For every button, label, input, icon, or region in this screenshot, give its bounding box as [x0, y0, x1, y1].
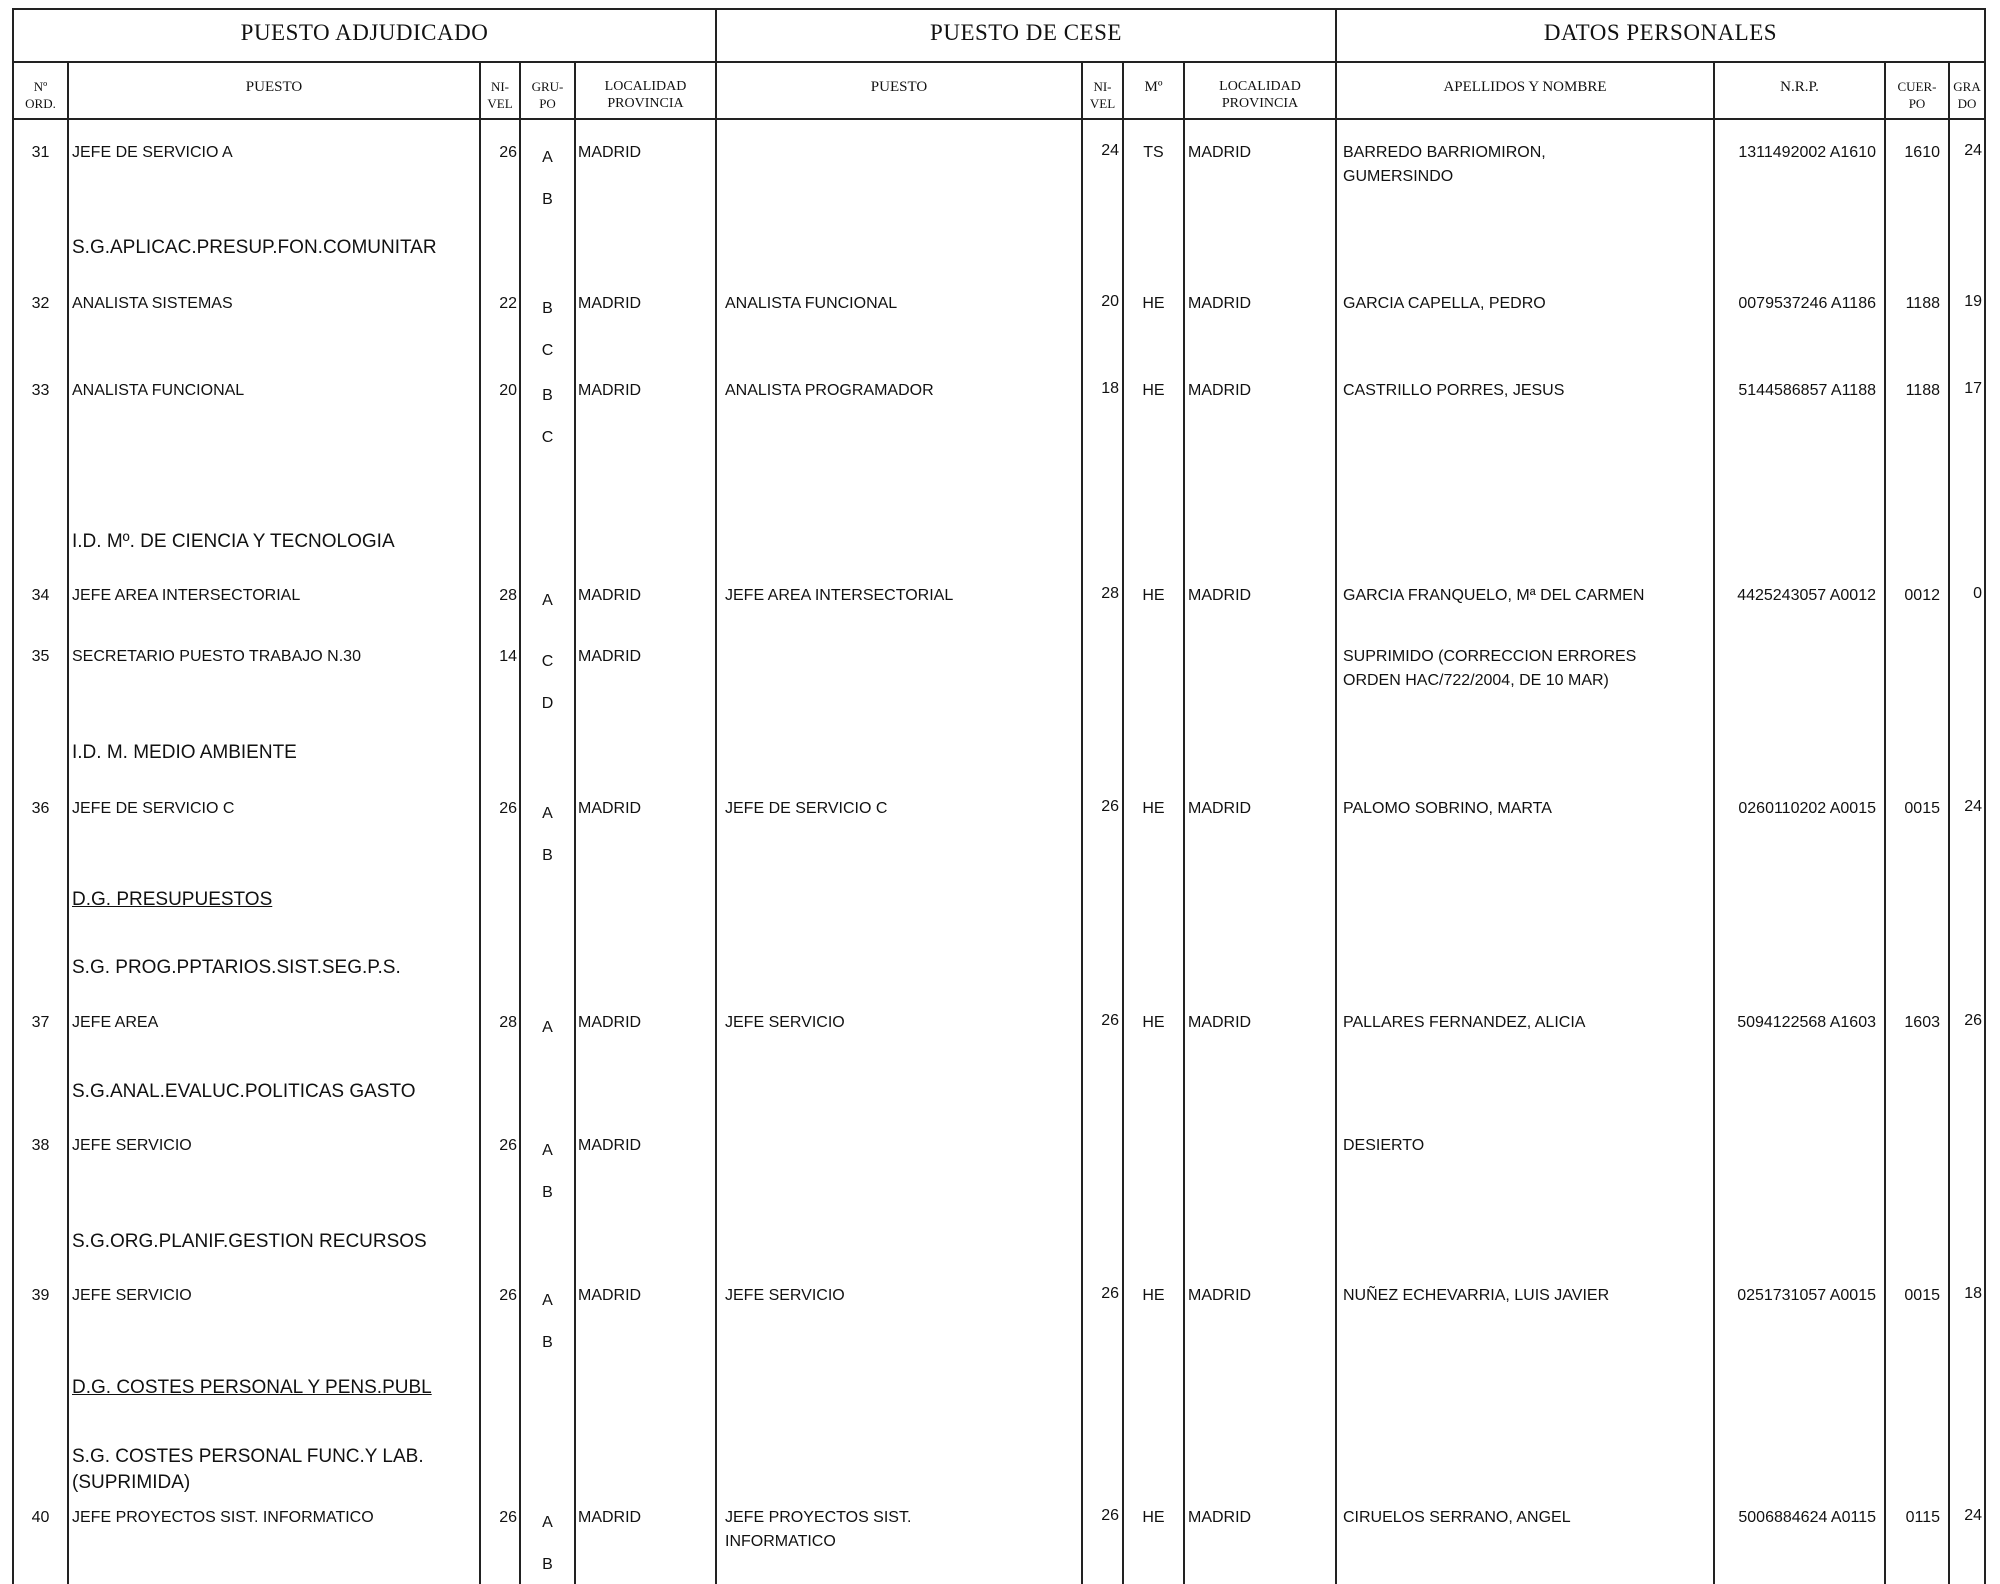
puesto-adjudicado: JEFE AREA INTERSECTORIAL: [72, 587, 301, 604]
apellidos-nombre: SUPRIMIDO (CORRECCION ERRORES: [1343, 648, 1637, 665]
nivel-adjudicado: 14: [499, 648, 517, 665]
col-header-puesto-cese: PUESTO: [870, 79, 928, 95]
col-sep: [574, 62, 576, 1584]
col-header-grado: GRA DO: [1953, 79, 1981, 111]
band-puesto-cese: PUESTO DE CESE: [930, 20, 1122, 45]
puesto-adjudicado: ANALISTA SISTEMAS: [72, 295, 233, 312]
unit-label: S.G.ANAL.EVALUC.POLITICAS GASTO: [72, 1081, 416, 1102]
puesto-adjudicado: SECRETARIO PUESTO TRABAJO N.30: [72, 648, 361, 665]
nivel-cese: 26: [1101, 1285, 1119, 1302]
col-sep: [479, 62, 481, 1584]
nivel-cese: 26: [1101, 798, 1119, 815]
localidad-adjudicado: MADRID: [578, 144, 642, 161]
nivel-adjudicado: 26: [499, 1509, 517, 1526]
cuerpo: 1188: [1905, 382, 1940, 399]
puesto-cese: JEFE AREA INTERSECTORIAL: [725, 587, 954, 604]
apellidos-nombre: NUÑEZ ECHEVARRIA, LUIS JAVIER: [1343, 1287, 1610, 1304]
grupo: D: [541, 695, 554, 712]
localidad-cese: MADRID: [1188, 1014, 1252, 1031]
nrp: 5006884624 A0115: [1738, 1509, 1876, 1526]
localidad-adjudicado: MADRID: [578, 1014, 642, 1031]
puesto-adjudicado: JEFE AREA: [72, 1014, 159, 1031]
grupo: B: [542, 847, 553, 864]
col-sep: [1884, 62, 1886, 1584]
col-header-ministerio: Mº: [1144, 79, 1163, 95]
nivel-adjudicado: 26: [499, 1287, 517, 1304]
col-sep: [1713, 62, 1715, 1584]
order-number: 37: [31, 1014, 50, 1031]
grupo: A: [542, 805, 553, 822]
order-number: 40: [31, 1509, 50, 1526]
grado: 24: [1964, 1507, 1982, 1524]
apellidos-nombre: CASTRILLO PORRES, JESUS: [1343, 382, 1565, 399]
localidad-cese: MADRID: [1188, 144, 1252, 161]
col-sep: [1122, 62, 1124, 1584]
nivel-adjudicado: 28: [499, 1014, 517, 1031]
apellidos-nombre: GARCIA FRANQUELO, Mª DEL CARMEN: [1343, 587, 1645, 604]
order-number: 38: [31, 1137, 50, 1154]
grupo: C: [541, 342, 554, 359]
nivel-cese: 24: [1101, 142, 1119, 159]
grupo: B: [542, 1556, 553, 1573]
unit-label: S.G.APLICAC.PRESUP.FON.COMUNITAR: [72, 237, 437, 258]
col-header-grupo: GRU- PO: [531, 79, 564, 111]
nrp: 0079537246 A1186: [1738, 295, 1876, 312]
col-header-puesto: PUESTO: [245, 79, 303, 95]
ministerio-cese: HE: [1142, 1014, 1165, 1031]
nrp: 5144586857 A1188: [1738, 382, 1876, 399]
grupo: A: [542, 1292, 553, 1309]
right-border: [1984, 8, 1986, 1584]
grupo: A: [542, 1514, 553, 1531]
ministerio-cese: HE: [1142, 295, 1165, 312]
nivel-adjudicado: 22: [499, 295, 517, 312]
nivel-adjudicado: 26: [499, 144, 517, 161]
grado: 26: [1964, 1012, 1982, 1029]
col-sep: [1183, 62, 1185, 1584]
apellidos-nombre: ORDEN HAC/722/2004, DE 10 MAR): [1343, 672, 1609, 689]
grupo: A: [542, 592, 553, 609]
puesto-cese: JEFE PROYECTOS SIST.: [725, 1509, 912, 1526]
grupo: A: [542, 1142, 553, 1159]
nrp: 4425243057 A0012: [1737, 587, 1876, 604]
order-number: 39: [31, 1287, 50, 1304]
localidad-cese: MADRID: [1188, 1287, 1252, 1304]
grupo: B: [542, 1184, 553, 1201]
col-header-nrp: N.R.P.: [1780, 79, 1819, 95]
order-number: 35: [31, 648, 50, 665]
puesto-cese: JEFE DE SERVICIO C: [725, 800, 888, 817]
cuerpo: 1188: [1905, 295, 1940, 312]
nivel-adjudicado: 28: [499, 587, 517, 604]
nrp: 0260110202 A0015: [1738, 800, 1876, 817]
nrp: 5094122568 A1603: [1737, 1014, 1876, 1031]
localidad-adjudicado: MADRID: [578, 1287, 642, 1304]
cuerpo: 0015: [1904, 800, 1940, 817]
grupo: A: [542, 1019, 553, 1036]
order-number: 36: [31, 800, 50, 817]
unit-label: S.G.ORG.PLANIF.GESTION RECURSOS: [72, 1231, 427, 1252]
col-sep: [67, 62, 69, 1584]
puesto-cese: INFORMATICO: [725, 1533, 836, 1550]
ministerio-cese: HE: [1142, 382, 1165, 399]
localidad-adjudicado: MADRID: [578, 587, 642, 604]
col-header-nivel-cese: NI- VEL: [1089, 79, 1116, 111]
col-header-n-ord: Nº ORD.: [25, 79, 56, 111]
grupo: C: [541, 653, 554, 670]
localidad-cese: MADRID: [1188, 800, 1252, 817]
nivel-adjudicado: 26: [499, 1137, 517, 1154]
ministerio-cese: HE: [1142, 1287, 1165, 1304]
col-header-cuerpo: CUER- PO: [1897, 79, 1937, 111]
localidad-cese: MADRID: [1188, 382, 1252, 399]
grupo: B: [542, 300, 553, 317]
grupo: A: [542, 149, 553, 166]
localidad-adjudicado: MADRID: [578, 800, 642, 817]
grupo: B: [542, 1334, 553, 1351]
unit-label: S.G. PROG.PPTARIOS.SIST.SEG.P.S.: [72, 957, 401, 978]
header-bottom-border: [12, 118, 1986, 120]
col-header-nivel: NI- VEL: [487, 79, 513, 111]
cuerpo: 0012: [1904, 587, 1940, 604]
band-datos-personales: DATOS PERSONALES: [1543, 20, 1778, 45]
order-number: 32: [31, 295, 50, 312]
order-number: 34: [31, 587, 50, 604]
band-puesto-adjudicado: PUESTO ADJUDICADO: [240, 20, 489, 45]
cuerpo: 0115: [1905, 1509, 1940, 1526]
puesto-adjudicado: JEFE DE SERVICIO A: [72, 144, 233, 161]
localidad-adjudicado: MADRID: [578, 295, 642, 312]
col-header-localidad: LOCALIDAD PROVINCIA: [604, 79, 687, 111]
localidad-cese: MADRID: [1188, 1509, 1252, 1526]
puesto-cese: JEFE SERVICIO: [725, 1014, 845, 1031]
nivel-cese: 26: [1101, 1507, 1119, 1524]
puesto-adjudicado: JEFE SERVICIO: [72, 1137, 192, 1154]
grado: 18: [1964, 1285, 1982, 1302]
puesto-adjudicado: JEFE PROYECTOS SIST. INFORMATICO: [72, 1509, 374, 1526]
apellidos-nombre: DESIERTO: [1343, 1137, 1425, 1154]
unit-label: D.G. PRESUPUESTOS: [72, 889, 273, 910]
nivel-cese: 28: [1101, 585, 1119, 602]
localidad-adjudicado: MADRID: [578, 1509, 642, 1526]
unit-label: I.D. Mº. DE CIENCIA Y TECNOLOGIA: [72, 531, 395, 552]
band-separator-2: [1335, 8, 1337, 1584]
order-number: 33: [31, 382, 50, 399]
apellidos-nombre: CIRUELOS SERRANO, ANGEL: [1343, 1509, 1571, 1526]
nrp: 0251731057 A0015: [1737, 1287, 1876, 1304]
grado: 0: [1973, 585, 1982, 602]
localidad-cese: MADRID: [1188, 295, 1252, 312]
grado: 24: [1964, 142, 1982, 159]
apellidos-nombre: PALLARES FERNANDEZ, ALICIA: [1343, 1014, 1586, 1031]
nivel-cese: 18: [1101, 380, 1119, 397]
grado: 19: [1964, 293, 1982, 310]
top-border: [12, 8, 1986, 10]
band-separator-1: [715, 8, 717, 1584]
nivel-cese: 20: [1101, 293, 1119, 310]
nivel-cese: 26: [1101, 1012, 1119, 1029]
apellidos-nombre: GUMERSINDO: [1343, 168, 1454, 185]
nivel-adjudicado: 20: [499, 382, 517, 399]
grupo: B: [542, 191, 553, 208]
ministerio-cese: HE: [1142, 587, 1165, 604]
ministerio-cese: HE: [1142, 1509, 1165, 1526]
cuerpo: 0015: [1904, 1287, 1940, 1304]
col-header-localidad-cese: LOCALIDAD PROVINCIA: [1219, 79, 1301, 111]
cuerpo: 1603: [1904, 1014, 1940, 1031]
ministerio-cese: HE: [1142, 800, 1165, 817]
apellidos-nombre: GARCIA CAPELLA, PEDRO: [1343, 295, 1546, 312]
unit-label: S.G. COSTES PERSONAL FUNC.Y LAB. (SUPRIMIDA): [72, 1446, 424, 1493]
col-header-apellidos-nombre: APELLIDOS Y NOMBRE: [1443, 79, 1607, 95]
puesto-cese: ANALISTA FUNCIONAL: [725, 295, 898, 312]
localidad-adjudicado: MADRID: [578, 648, 642, 665]
puesto-adjudicado: JEFE SERVICIO: [72, 1287, 192, 1304]
puesto-adjudicado: ANALISTA FUNCIONAL: [72, 382, 245, 399]
puesto-adjudicado: JEFE DE SERVICIO C: [72, 800, 235, 817]
nrp: 1311492002 A1610: [1738, 144, 1876, 161]
cuerpo: 1610: [1904, 144, 1940, 161]
left-border: [12, 8, 14, 1584]
localidad-cese: MADRID: [1188, 587, 1252, 604]
unit-label: D.G. COSTES PERSONAL Y PENS.PUBL: [72, 1377, 432, 1398]
localidad-adjudicado: MADRID: [578, 382, 642, 399]
order-number: 31: [31, 144, 50, 161]
grupo: C: [541, 429, 554, 446]
grupo: B: [542, 387, 553, 404]
unit-label: I.D. M. MEDIO AMBIENTE: [72, 742, 297, 763]
band-divider: [12, 61, 1986, 63]
localidad-adjudicado: MADRID: [578, 1137, 642, 1154]
grado: 17: [1964, 380, 1982, 397]
apellidos-nombre: PALOMO SOBRINO, MARTA: [1343, 800, 1552, 817]
puesto-cese: JEFE SERVICIO: [725, 1287, 845, 1304]
puesto-cese: ANALISTA PROGRAMADOR: [725, 382, 934, 399]
apellidos-nombre: BARREDO BARRIOMIRON,: [1343, 144, 1546, 161]
nivel-adjudicado: 26: [499, 800, 517, 817]
grado: 24: [1964, 798, 1982, 815]
ministerio-cese: TS: [1143, 144, 1164, 161]
